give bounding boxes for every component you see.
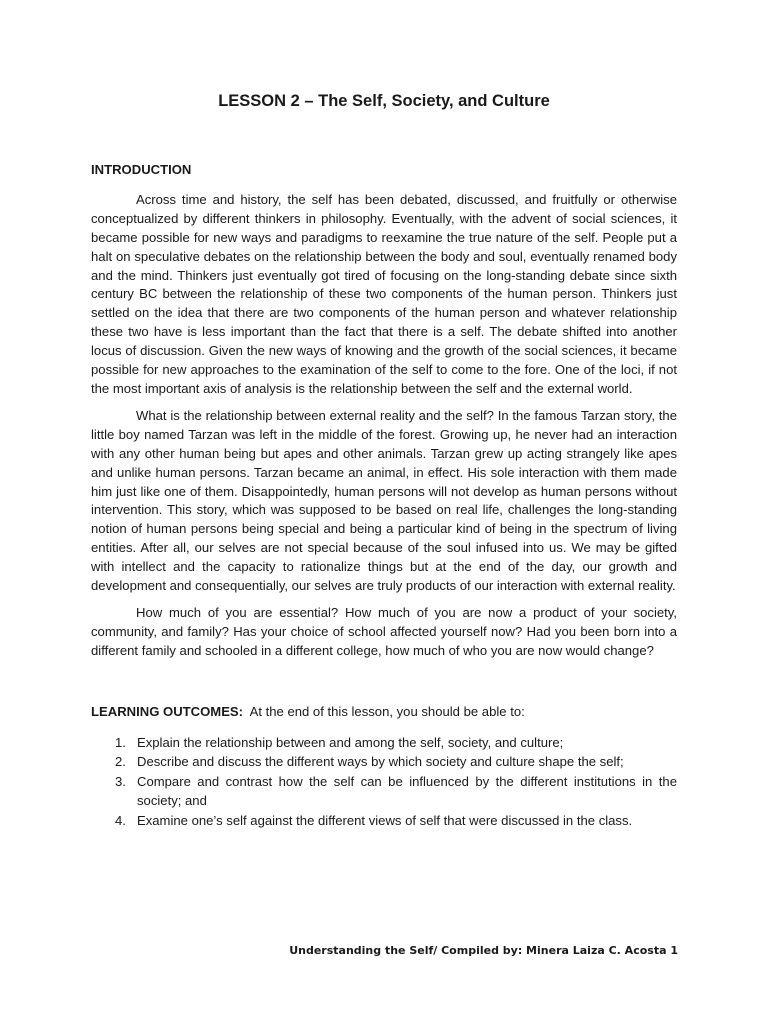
learning-outcomes-intro: At the end of this lesson, you should be able to: <box>249 703 525 719</box>
list-item <box>91 773 677 811</box>
list-item-number: 3. <box>115 774 126 790</box>
introduction-heading: INTRODUCTION <box>91 162 192 177</box>
list-item-text: Compare and contrast how the self can be influenced by the different institutions in the society; and <box>137 774 677 809</box>
intro-paragraph-3: How much of you are essential? How much of you are now a product of your society, community, and family? Has your choice of school affected yourself now? Had you been born into a different family and schooled in a different college, how much of who you are now would change? <box>91 604 677 658</box>
document-body <box>91 161 677 832</box>
learning-outcomes-label: LEARNING OUTCOMES: <box>91 703 244 719</box>
lesson-title: LESSON 2 – The Self, Society, and Culture <box>218 92 550 110</box>
list-item-number: 4. <box>115 813 126 829</box>
learning-outcomes-list <box>91 734 677 832</box>
list-item-text: Examine one’s self against the different views of self that were discussed in the class. <box>137 813 633 829</box>
list-item-text: Explain the relationship between and among the self, society, and culture; <box>137 734 564 750</box>
list-item-number: 2. <box>115 754 126 770</box>
intro-paragraph-1: Across time and history, the self has been debated, discussed, and fruitfully or otherwise conceptualized by different thinkers in philosophy. Eventually, with the advent of social sciences, it became possible for new ways and paradigms to reexamine the true nature of the self. People put a halt on speculative debates on the relationship between the body and soul, eventually renamed body and the mind. Thinkers just eventually got tired of focusing on the long-standing debate since sixth century BC between the relationship of these two components of the human person. Thinkers just settled on the idea that there are two components of the human person and whatever relationship these two have is less important than the fact that there is a self. The debate shifted into another locus of discussion. Given the new ways of knowing and the growth of the social sciences, it became possible for new approaches to the examination of the self to come to the fore. One of the loci, if not the most important axis of analysis is the relationship between the self and the external world. <box>91 191 677 396</box>
page-footer: Understanding the Self/ Compiled by: Minera Laiza C. Acosta 1 <box>289 944 678 957</box>
intro-paragraph-2: What is the relationship between external reality and the self? In the famous Tarzan story, the little boy named Tarzan was left in the middle of the forest. Growing up, he never had an interaction with any other human being but apes and other animals. Tarzan grew up acting strangely like apes and unlike human persons. Tarzan became an animal, in effect. His sole interaction with them made him just like one of them. Disappointedly, human persons will not develop as human persons without intervention. This story, which was supposed to be based on real life, challenges the long-standing notion of human persons being special and being a particular kind of being in the spectrum of living entities. After all, our selves are not special because of the soul infused into us. We may be gifted with intellect and the capacity to rationalize things but at the end of the day, our growth and development and consequentially, our selves are truly products of our interaction with external reality. <box>91 407 677 594</box>
list-item <box>91 753 677 772</box>
list-item <box>91 734 677 753</box>
list-item-number: 1. <box>115 734 126 750</box>
list-item-text: Describe and discuss the different ways by which society and culture shape the self; <box>137 754 624 770</box>
list-item <box>91 812 677 831</box>
learning-outcomes-line <box>91 703 677 722</box>
